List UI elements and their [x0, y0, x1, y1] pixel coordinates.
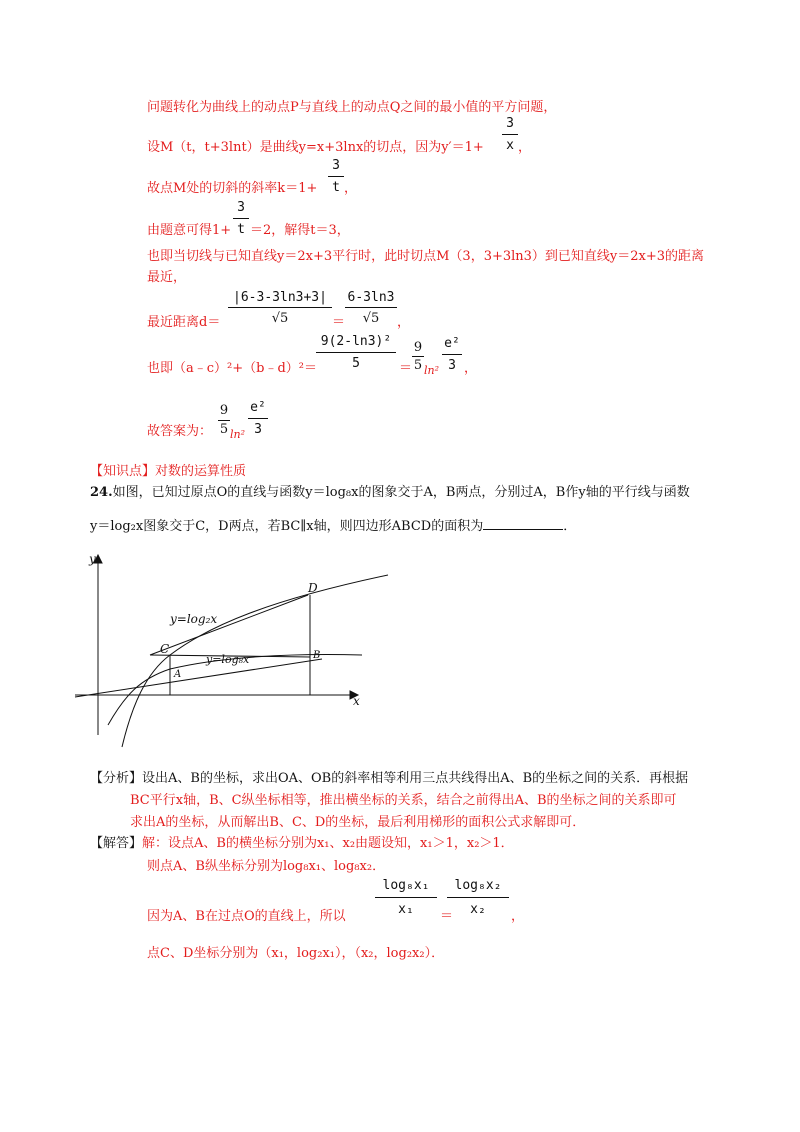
fraction-numerator: log₈x₁ — [382, 878, 430, 893]
solution-24-line-4: 点C、D坐标分别为（x₁，log₂x₁），（x₂，log₂x₂）． — [147, 946, 445, 961]
equals: ＝ — [440, 909, 454, 924]
label-C: C — [160, 642, 170, 656]
fraction-denominator: x₂ — [470, 902, 486, 917]
problem-text: y＝log₂x图象交于C，D两点，若BC∥x轴，则四边形ABCD的面积为 — [90, 519, 484, 534]
fraction-numerator: log₈x₂ — [454, 878, 502, 893]
knowledge-text: 对数的运算性质 — [155, 464, 247, 479]
equals: ＝ — [399, 361, 413, 376]
solution-line-2: 设M（t，t+3lnt）是曲线y=x+3lnx的切点，因为y′＝1+ — [147, 140, 484, 155]
fraction-denominator: x — [506, 138, 514, 153]
fraction-bar — [442, 354, 462, 355]
answer-blank[interactable] — [483, 517, 563, 530]
fraction-denominator: 3 — [448, 358, 456, 373]
solution-line-8: 也即（a﹣c）²+（b﹣d）²＝ — [147, 361, 317, 376]
analysis-tag: 【分析】 — [90, 771, 143, 786]
fraction-bar — [233, 218, 249, 219]
solution-line-4-end: ＝2，解得t＝3， — [250, 223, 350, 238]
punct: ， — [511, 909, 525, 924]
fraction-bar — [248, 418, 268, 419]
ln-squared: ln² — [424, 364, 440, 377]
label-x: x — [353, 694, 360, 708]
fraction-numerator: |6-3-3ln3+3| — [233, 290, 327, 305]
answer-line: 故答案为： — [147, 424, 213, 439]
fraction-bar — [345, 307, 397, 308]
knowledge-point — [90, 464, 246, 480]
fraction-numerator: 9 — [219, 403, 229, 418]
solution-24-line-2: 则点A、B纵坐标分别为log₈x₁、log₈x₂． — [147, 859, 386, 874]
curve-log2 — [122, 575, 388, 747]
fraction-numerator: 3 — [332, 158, 340, 173]
fraction-bar — [412, 356, 424, 357]
solution-line-5: 也即当切线与已知直线y＝2x+3平行时，此时切点M（3，3+3ln3）到已知直线y＝2x+3的距离 — [147, 249, 705, 264]
fraction-bar — [447, 897, 509, 898]
fraction-denominator: t — [237, 222, 245, 237]
fraction-numerator: 9 — [413, 340, 423, 355]
solution-line-3: 故点M处的切斜的斜率k＝1+ — [147, 181, 318, 196]
punct: ， — [464, 361, 478, 376]
log-graph — [70, 545, 400, 750]
fraction-numerator: 3 — [506, 116, 514, 131]
punct: ， — [518, 140, 532, 155]
fraction-numerator: e² — [444, 336, 460, 351]
solution-line-1: 问题转化为曲线上的动点P与直线上的动点Q之间的最小值的平方问题， — [147, 100, 557, 115]
problem-24-line-1 — [90, 485, 690, 501]
analysis-line-3: 求出A的坐标，从而解出B、C、D的坐标，最后利用梯形的面积公式求解即可． — [130, 815, 586, 830]
fraction-numerator: 9(2-ln3)² — [320, 334, 392, 349]
ln-squared: ln² — [230, 428, 246, 441]
label-B: B — [313, 650, 321, 661]
label-curve-log8: y=log₈x — [206, 653, 250, 666]
fraction-bar — [375, 897, 437, 898]
punct: ， — [344, 181, 358, 196]
fraction-denominator: 5 — [352, 356, 360, 371]
analysis-text: 设出A、B的坐标，求出OA、OB的斜率相等利用三点共线得出A、B的坐标之间的关系．再根据 — [142, 771, 689, 786]
fraction-denominator: √5 — [271, 311, 289, 326]
label-curve-log2: y=log₂x — [170, 612, 218, 626]
solution-line-4: 由题意可得1+ — [147, 223, 232, 238]
fraction-denominator: √5 — [362, 311, 380, 326]
equals: ＝ — [332, 315, 346, 330]
fraction-bar — [328, 176, 344, 177]
fraction-bar — [228, 307, 332, 308]
fraction-numerator: 6-3ln3 — [347, 290, 395, 305]
fraction-numerator: e² — [250, 400, 266, 415]
analysis-line-2: BC平行x轴，B、C纵坐标相等，推出横坐标的关系，结合之前得出A、B的坐标之间的关系即可 — [130, 793, 677, 808]
punct: ， — [397, 315, 411, 330]
fraction-bar — [218, 420, 230, 421]
solution-tag: 【解答】 — [90, 836, 143, 851]
solution-line-7: 最近距离d＝ — [147, 315, 221, 330]
problem-24-line-2 — [90, 517, 576, 535]
fraction-numerator: 3 — [237, 200, 245, 215]
fraction-denominator: 5 — [413, 358, 423, 373]
analysis-line-1 — [90, 771, 688, 787]
problem-text: 如图，已知过原点O的直线与函数y＝log₈x的图象交于A，B两点，分别过A，B作y轴的平行线与函数 — [112, 485, 690, 500]
fraction-bar — [316, 352, 396, 353]
punct: ． — [563, 519, 577, 534]
fraction-denominator: t — [332, 180, 340, 195]
solution-24-line-3: 因为A、B在过点O的直线上，所以 — [147, 909, 346, 924]
label-D: D — [308, 581, 318, 595]
label-y: y — [89, 552, 96, 566]
solution-24-line-1 — [90, 836, 514, 852]
solution-line-6: 最近， — [147, 270, 187, 285]
solution-text: 解：设点A、B的横坐标分别为x₁、x₂由题设知，x₁＞1，x₂＞1． — [142, 836, 514, 851]
problem-number: 24. — [90, 485, 113, 500]
fraction-denominator: 3 — [254, 422, 262, 437]
line-through-origin — [75, 659, 322, 697]
knowledge-tag: 【知识点】 — [90, 464, 156, 479]
fraction-bar — [502, 134, 518, 135]
label-A: A — [174, 669, 182, 680]
fraction-denominator: 5 — [219, 422, 229, 437]
fraction-denominator: x₁ — [398, 902, 414, 917]
